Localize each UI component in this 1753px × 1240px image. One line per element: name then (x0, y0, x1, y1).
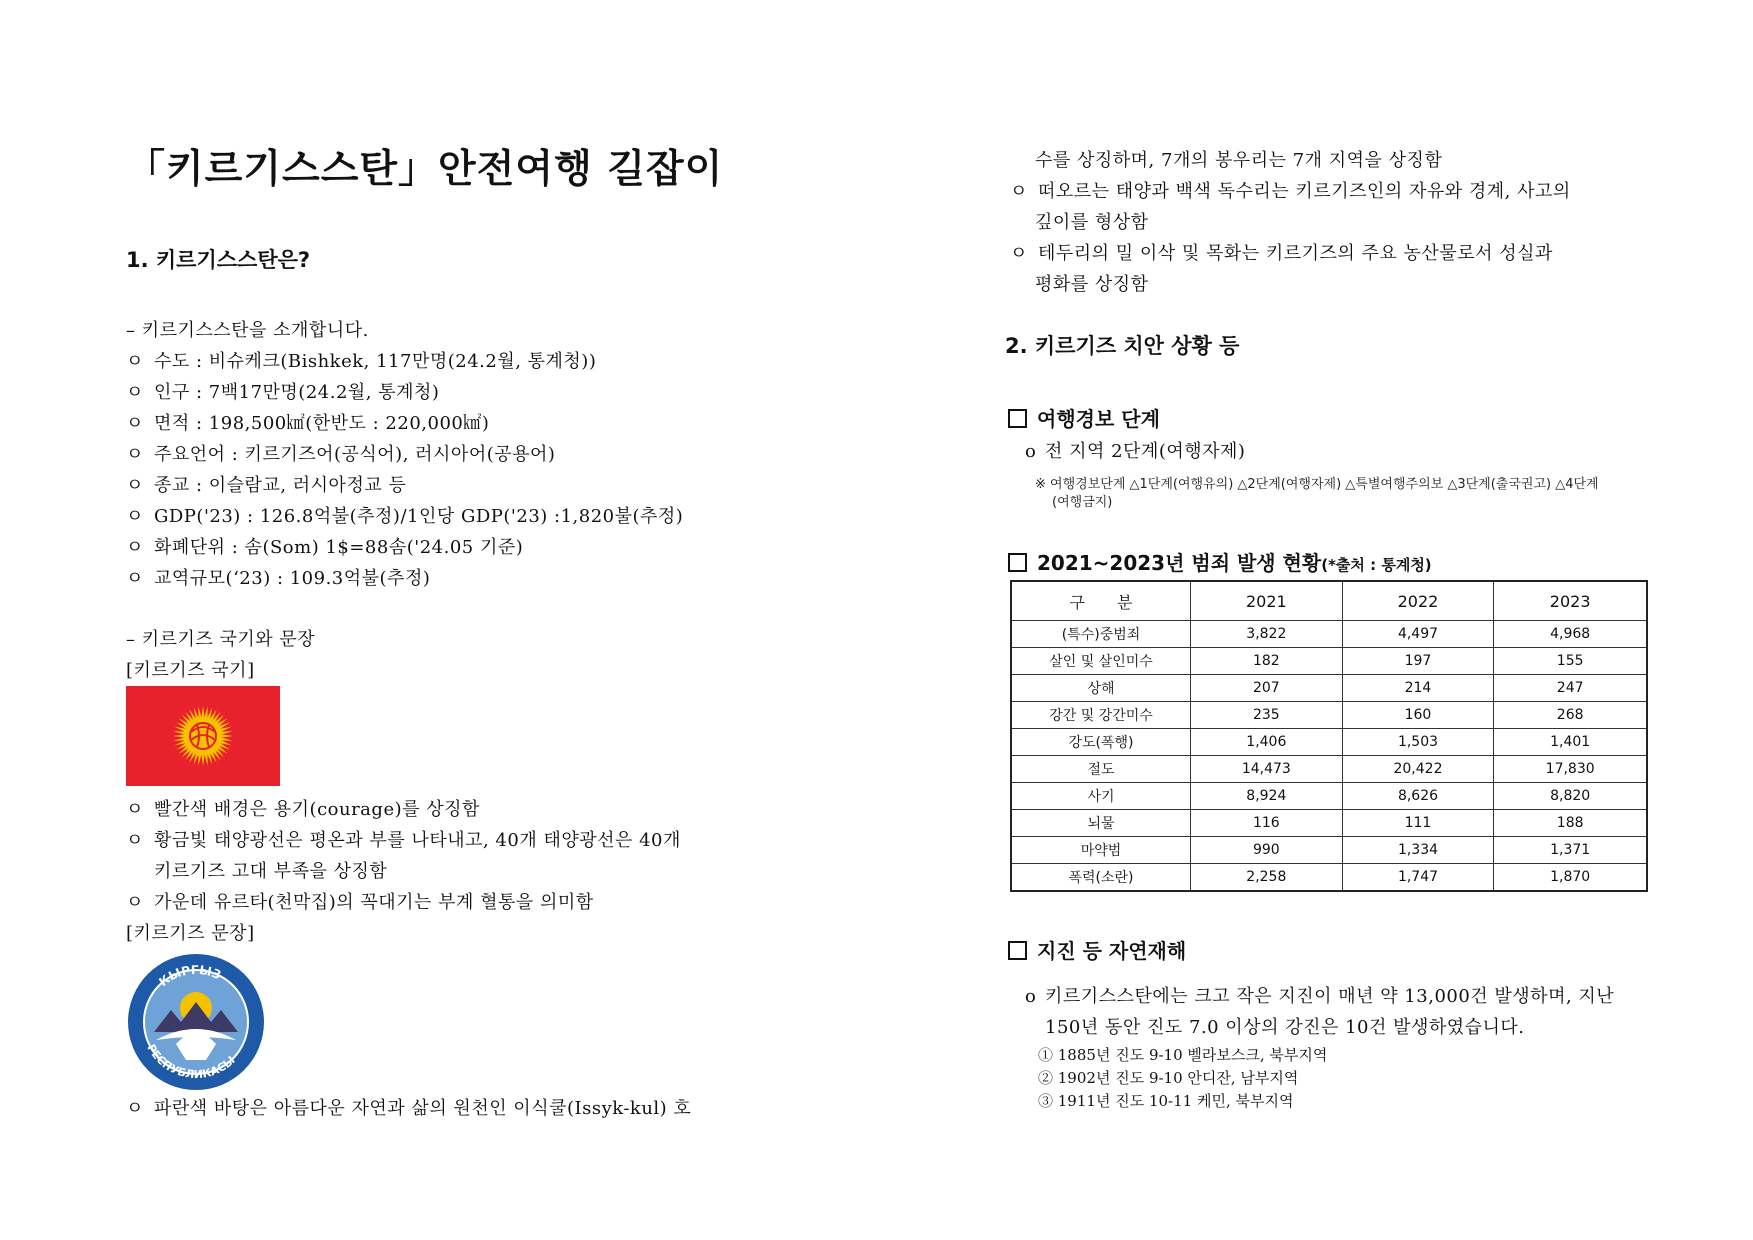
emblem-note: ㅇ 파란색 바탕은 아름다운 자연과 삶의 원천인 이식쿨(Issyk-kul) 호 (126, 1098, 692, 1119)
table-row: 강도(폭행) 1,406 1,503 1,401 (1011, 729, 1647, 756)
flag-intro: – 키르기즈 국기와 문장 (126, 629, 316, 650)
travel-note: ※ 여행경보단계 △1단계(여행유의) △2단계(여행자제) △특별여행주의보 △3단계(출국권고) △4단계 (1035, 477, 1599, 492)
flag-note: ㅇ 빨간색 배경은 용기(courage)를 상징함 (126, 799, 480, 820)
fact-item: ㅇ GDP('23) : 126.8억불(추정)/1인당 GDP('23) :1,820불(추정) (126, 506, 684, 527)
fact-item: ㅇ 주요언어 : 키르기즈어(공식어), 러시아어(공용어) (126, 444, 556, 465)
checkbox-square-icon (1008, 553, 1027, 572)
checkbox-square-icon (1008, 941, 1027, 960)
table-row: 폭력(소란) 2,258 1,747 1,870 (1011, 864, 1647, 892)
table-row: 강간 및 강간미수 235 160 268 (1011, 702, 1647, 729)
emblem-text-top: КЫРГЫЗ (156, 962, 223, 990)
fact-item: ㅇ 면적 : 198,500㎢(한반도 : 220,000㎢) (126, 413, 490, 434)
emblem-note-cont: 깊이를 형상함 (1035, 212, 1149, 233)
disaster-text-cont: 150년 동안 진도 7.0 이상의 강진은 10건 발생하였습니다. (1045, 1017, 1525, 1038)
travel-level: o 전 지역 2단계(여행자제) (1025, 441, 1246, 462)
fact-item: ㅇ 수도 : 비슈케크(Bishkek, 117만명(24.2월, 통계청)) (126, 351, 597, 372)
table-row: 절도 14,473 20,422 17,830 (1011, 756, 1647, 783)
travel-alert-heading: 여행경보 단계 (1008, 403, 1160, 432)
disaster-heading: 지진 등 자연재해 (1008, 935, 1186, 964)
quake-item: ② 1902년 진도 9-10 안디잔, 남부지역 (1038, 1069, 1299, 1087)
intro-line: – 키르기스스탄을 소개합니다. (126, 320, 369, 341)
sun-ray (173, 734, 185, 737)
disaster-text: o 키르기스스탄에는 크고 작은 지진이 매년 약 13,000건 발생하며, 지난 (1025, 986, 1615, 1007)
sun-ray (201, 706, 204, 718)
fact-item: ㅇ 인구 : 7백17만명(24.2월, 통계청) (126, 382, 440, 403)
table-row: 사기 8,924 8,626 8,820 (1011, 783, 1647, 810)
fact-item: ㅇ 화폐단위 : 솜(Som) 1$=88솜('24.05 기준) (126, 537, 524, 558)
table-row: 뇌물 116 111 188 (1011, 810, 1647, 837)
emblem-label: [키르기즈 문장] (126, 923, 255, 944)
page-title: 「키르기스스탄」안전여행 길잡이 (126, 146, 724, 192)
sun-ray (221, 734, 233, 737)
kyrgyz-flag-image (126, 686, 280, 786)
kyrgyz-emblem-image (126, 952, 266, 1092)
sun-icon (168, 701, 238, 771)
table-header-row (1011, 581, 1647, 621)
emblem-note-cont: 평화를 상징함 (1035, 274, 1149, 295)
table-row: (특수)중범죄 3,822 4,497 4,968 (1011, 621, 1647, 648)
flag-note: ㅇ 황금빛 태양광선은 평온과 부를 나타내고, 40개 태양광선은 40개 (126, 830, 681, 851)
emblem-note-cont: 수를 상징하며, 7개의 봉우리는 7개 지역을 상징함 (1035, 150, 1443, 171)
flag-label: [키르기즈 국기] (126, 660, 255, 681)
travel-note-cont: (여행금지) (1052, 495, 1113, 510)
fact-item: ㅇ 종교 : 이슬람교, 러시아정교 등 (126, 475, 407, 496)
flag-note-cont: 키르기즈 고대 부족을 상징함 (154, 861, 388, 882)
crime-table (1010, 580, 1648, 892)
emblem-note: ㅇ 테두리의 밀 이삭 및 목화는 키르기즈의 주요 농산물로서 성실과 (1010, 243, 1553, 264)
column-header: 2021 (1191, 581, 1343, 621)
table-row: 상해 207 214 247 (1011, 675, 1647, 702)
column-header: 구 분 (1011, 581, 1191, 621)
table-row: 살인 및 살인미수 182 197 155 (1011, 648, 1647, 675)
column-header: 2022 (1342, 581, 1494, 621)
emblem-note: ㅇ 떠오르는 태양과 백색 독수리는 키르기즈인의 자유와 경계, 사고의 (1010, 181, 1571, 202)
column-header: 2023 (1494, 581, 1647, 621)
checkbox-square-icon (1008, 409, 1027, 428)
fact-item: ㅇ 교역규모(‘23) : 109.3억불(추정) (126, 568, 431, 589)
table-row: 마약범 990 1,334 1,371 (1011, 837, 1647, 864)
section-2-heading: 2. 키르기즈 치안 상황 등 (1005, 334, 1240, 358)
flag-note: ㅇ 가운데 유르타(천막집)의 꼭대기는 부계 혈통을 의미함 (126, 892, 594, 913)
emblem-text-bottom: РЕСПУБЛИКАСЫ (144, 1042, 238, 1082)
sun-ray (201, 754, 204, 766)
section-1-heading: 1. 키르기스스탄은? (126, 248, 311, 272)
quake-item: ① 1885년 진도 9-10 벨라보스크, 북부지역 (1038, 1046, 1328, 1064)
quake-item: ③ 1911년 진도 10-11 케민, 북부지역 (1038, 1092, 1294, 1110)
crime-heading: 2021~2023년 범죄 발생 현황(*출처 : 통계청) (1008, 547, 1432, 576)
